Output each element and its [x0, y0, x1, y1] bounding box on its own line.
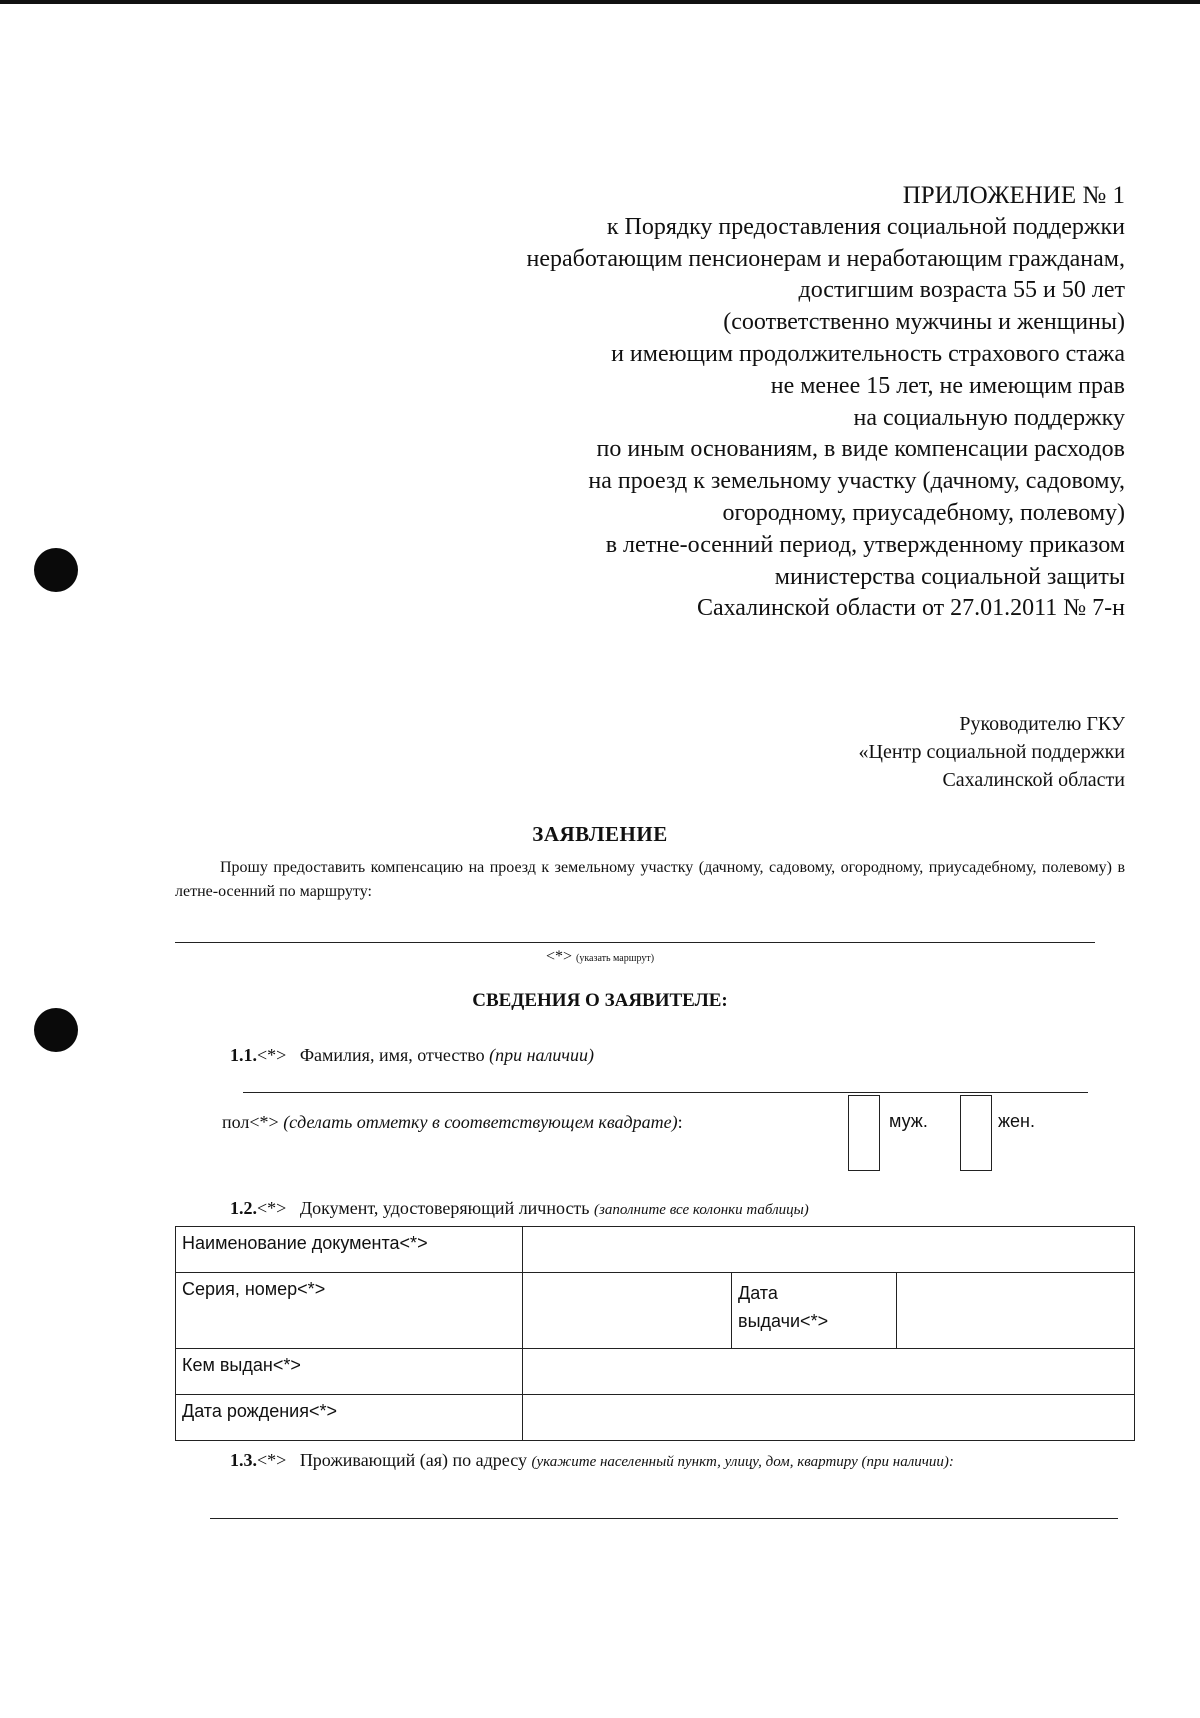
punch-hole-icon: [34, 548, 78, 592]
punch-hole-icon: [34, 1008, 78, 1052]
annex-title: ПРИЛОЖЕНИЕ № 1: [902, 182, 1125, 209]
field-hint: (заполните все колонки таблицы): [594, 1202, 809, 1218]
male-checkbox[interactable]: [848, 1095, 880, 1171]
issue-date-label-line1: Дата: [738, 1283, 778, 1303]
issue-date-label-line2: выдачи<*>: [738, 1311, 829, 1331]
table-row: [176, 1349, 1135, 1395]
request-text: Прошу предоставить компенсацию на проезд к земельному участку (дачному, садовому, огородному, приусадебному, полевому) в летне-осенний по маршруту:: [175, 859, 1125, 900]
identity-document-table: [175, 1226, 1135, 1441]
gender-row: [222, 1110, 683, 1134]
field-label: Фамилия, имя, отчество: [299, 1045, 485, 1065]
statement-heading: ЗАЯВЛЕНИЕ: [532, 822, 668, 846]
table-row: [176, 1227, 1135, 1273]
required-mark: <*>: [257, 1045, 287, 1065]
field-label: Документ, удостоверяющий личность: [299, 1198, 590, 1218]
annex-line: Сахалинской области от 27.01.2011 № 7-н: [696, 595, 1125, 622]
doc-name-input[interactable]: [523, 1227, 1135, 1273]
scan-top-edge: [0, 0, 1200, 4]
route-note: [0, 948, 1200, 966]
doc-name-label: Наименование документа<*>: [176, 1227, 523, 1273]
table-row: [176, 1395, 1135, 1441]
required-mark: <*>: [257, 1450, 287, 1470]
field-hint: (при наличии): [489, 1045, 594, 1065]
annex-line: неработающим пенсионерам и неработающим гражданам,: [526, 245, 1125, 272]
full-name-input-line[interactable]: [243, 1092, 1088, 1093]
gender-colon: :: [677, 1112, 683, 1132]
annex-line: к Порядку предоставления социальной поддержки: [606, 213, 1125, 240]
required-mark: <*>: [545, 948, 573, 965]
birth-date-input[interactable]: [523, 1395, 1135, 1441]
addressee-line: Сахалинской области: [942, 769, 1125, 791]
field-number: 1.2.: [230, 1198, 257, 1218]
field-number: 1.3.: [230, 1450, 257, 1470]
gender-hint: (сделать отметку в соответствующем квадрате): [283, 1112, 678, 1132]
annex-line: министерства социальной защиты: [774, 563, 1125, 590]
issue-date-label: [732, 1273, 897, 1349]
field-full-name: [230, 1043, 594, 1067]
field-address: [230, 1448, 1125, 1474]
issue-date-input[interactable]: [897, 1273, 1135, 1349]
field-number: 1.1.: [230, 1045, 257, 1065]
annex-line: по иным основаниям, в виде компенсации расходов: [596, 436, 1125, 463]
addressee-line: «Центр социальной поддержки: [858, 741, 1125, 763]
addressee-line: Руководителю ГКУ: [959, 713, 1125, 735]
issued-by-input[interactable]: [523, 1349, 1135, 1395]
field-identity-document: [230, 1196, 809, 1222]
annex-line: и имеющим продолжительность страхового стажа: [611, 340, 1125, 367]
annex-line: не менее 15 лет, не имеющим прав: [770, 372, 1125, 399]
series-label: Серия, номер<*>: [176, 1273, 523, 1349]
field-label: Проживающий (ая) по адресу: [299, 1450, 527, 1470]
annex-line: (соответственно мужчины и женщины): [723, 309, 1125, 336]
annex-line: на проезд к земельному участку (дачному, садовому,: [588, 468, 1125, 495]
annex-line: достигшим возраста 55 и 50 лет: [798, 277, 1125, 304]
birth-date-label: Дата рождения<*>: [176, 1395, 523, 1441]
female-label: жен.: [998, 1111, 1035, 1131]
addressee-block: [859, 710, 1125, 794]
applicant-heading: СВЕДЕНИЯ О ЗАЯВИТЕЛЕ:: [472, 990, 728, 1011]
route-hint: (указать маршрут): [576, 953, 655, 964]
route-input-line[interactable]: [175, 942, 1095, 943]
annex-line: на социальную поддержку: [853, 404, 1125, 431]
issued-by-label: Кем выдан<*>: [176, 1349, 523, 1395]
table-row: [176, 1273, 1135, 1349]
annex-line: в летне-осенний период, утвержденному приказом: [605, 531, 1125, 558]
annex-line: огородному, приусадебному, полевому): [722, 499, 1125, 526]
gender-label: пол<*>: [222, 1112, 279, 1132]
male-label: муж.: [889, 1111, 928, 1131]
female-checkbox[interactable]: [960, 1095, 992, 1171]
field-hint: (укажите населенный пункт, улицу, дом, квартиру (при наличии):: [531, 1454, 954, 1470]
series-input[interactable]: [523, 1273, 732, 1349]
required-mark: <*>: [257, 1198, 287, 1218]
address-input-line[interactable]: [210, 1518, 1118, 1519]
annex-block: [527, 180, 1125, 625]
